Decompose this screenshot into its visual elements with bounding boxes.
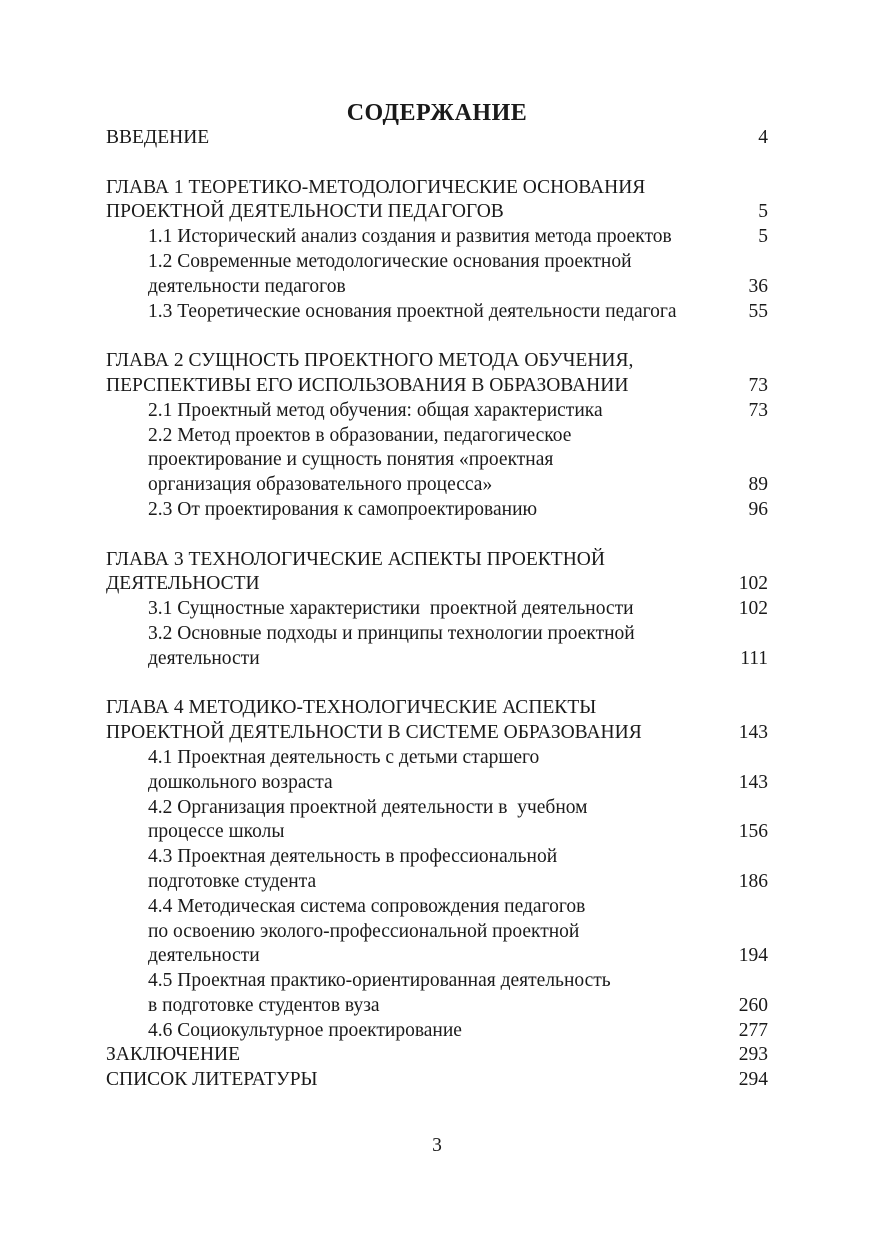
page-number: 3 [432,1135,442,1156]
toc-entry-4-3 [148,870,768,895]
toc-entry-4-4-line2: по освоению эколого-профессиональной проектной [148,920,580,942]
toc-entry-references [106,1068,768,1093]
toc-entry-conclusion [106,1043,768,1068]
toc-page-number: 260 [738,994,768,1016]
toc-entry-1-2 [148,275,768,300]
chapter-1-heading-line1: ГЛАВА 1 ТЕОРЕТИКО-МЕТОДОЛОГИЧЕСКИЕ ОСНОВАНИЯ [106,176,646,198]
toc-entry-4-1 [148,771,768,796]
toc-entry-text: деятельности [148,945,260,967]
toc-entry-text: процессе школы [148,821,285,843]
toc-entry-3-2-line1: 3.2 Основные подходы и принципы технологии проектной [148,622,635,644]
toc-page-number: 73 [748,374,768,396]
chapter-4-heading [106,721,768,746]
toc-entry-4-2-line1: 4.2 Организация проектной деятельности в учебном [148,796,588,818]
toc-entry-3-2 [148,647,768,672]
toc-entry-4-2 [148,820,768,845]
toc-entry-text: ВВЕДЕНИЕ [106,127,210,148]
toc-page-number: 156 [738,821,768,843]
toc-page-number: 102 [738,598,768,620]
toc-entry-4-1-line1: 4.1 Проектная деятельность с детьми старшего [148,746,540,768]
toc-entry-1-1 [148,225,768,250]
toc-entry-2-2-line1: 2.2 Метод проектов в образовании, педагогическое [148,424,572,446]
toc-page-number: 5 [758,201,768,223]
toc-page-number: 143 [738,722,768,744]
toc-entry-text: организация образовательного процесса» [148,474,493,496]
chapter-1-heading [106,200,768,225]
toc-entry-text: 4.6 Социокультурное проектирование [148,1019,462,1041]
toc-entry-text: 1.3 Теоретические основания проектной деятельности педагога [148,300,677,322]
toc-page-number: 102 [738,573,768,595]
toc-entry-4-5-line1: 4.5 Проектная практико-ориентированная деятельность [148,970,611,992]
toc-entry-text: 2.1 Проектный метод обучения: общая характеристика [148,399,603,421]
toc-page-number: 294 [738,1069,768,1091]
toc-entry-1-2-line1: 1.2 Современные методологические основания проектной [148,250,632,272]
chapter-3-heading-line1: ГЛАВА 3 ТЕХНОЛОГИЧЕСКИЕ АСПЕКТЫ ПРОЕКТНОЙ [106,548,605,570]
toc-entry-text: подготовке студента [148,870,317,892]
toc-entry-intro [106,126,768,151]
toc-page-number: 277 [738,1019,768,1041]
chapter-4-heading-line1: ГЛАВА 4 МЕТОДИКО-ТЕХНОЛОГИЧЕСКИЕ АСПЕКТЫ [106,697,597,719]
toc-page-number: 111 [740,647,768,669]
toc-entry-text: ПРОЕКТНОЙ ДЕЯТЕЛЬНОСТИ ПЕДАГОГОВ [106,201,504,223]
toc-entry-4-6 [148,1019,768,1044]
toc-page-number: 55 [748,300,768,322]
toc-entry-text: СПИСОК ЛИТЕРАТУРЫ [106,1069,318,1091]
toc-entry-text: 2.3 От проектирования к самопроектированию [148,498,538,520]
toc-entry-4-4 [148,944,768,969]
toc-entry-text: ЗАКЛЮЧЕНИЕ [106,1044,241,1066]
toc-page-number: 4 [758,127,768,148]
chapter-3-heading [106,572,768,597]
toc-entry-1-3 [148,300,768,325]
toc-page-number: 89 [748,474,768,496]
chapter-2-heading [106,374,768,399]
toc-page-number: 96 [748,498,768,520]
toc-page-number: 194 [738,945,768,967]
toc-entry-3-1 [148,597,768,622]
toc-entry-4-5 [148,994,768,1019]
toc-entry-text: деятельности педагогов [148,275,346,297]
toc-page-number: 36 [748,275,768,297]
toc-entry-text: ПРОЕКТНОЙ ДЕЯТЕЛЬНОСТИ В СИСТЕМЕ ОБРАЗОВАНИЯ [106,722,642,744]
toc-entry-4-4-line1: 4.4 Методическая система сопровождения педагогов [148,895,586,917]
toc-entry-text: деятельности [148,647,260,669]
toc-page-number: 143 [738,771,768,793]
toc-entry-text: в подготовке студентов вуза [148,994,380,1016]
toc-page-number: 293 [738,1044,768,1066]
toc-entry-text: 1.1 Исторический анализ создания и развития метода проектов [148,226,672,248]
toc-entry-2-2-line2: проектирование и сущность понятия «проектная [148,449,554,471]
page-title: СОДЕРЖАНИЕ [346,100,528,126]
toc-entry-text: дошкольного возраста [148,771,333,793]
toc-entry-2-1 [148,399,768,424]
toc-page-number: 186 [738,870,768,892]
toc-entry-text: ДЕЯТЕЛЬНОСТИ [106,573,260,595]
table-of-contents [106,126,768,1093]
toc-entry-2-2 [148,473,768,498]
toc-entry-text: 3.1 Сущностные характеристики проектной деятельности [148,598,634,620]
toc-page-number: 5 [758,226,768,248]
toc-entry-4-3-line1: 4.3 Проектная деятельность в профессиональной [148,846,558,868]
toc-entry-text: ПЕРСПЕКТИВЫ ЕГО ИСПОЛЬЗОВАНИЯ В ОБРАЗОВАНИИ [106,374,629,396]
toc-entry-2-3 [148,498,768,523]
toc-page-number: 73 [748,399,768,421]
chapter-2-heading-line1: ГЛАВА 2 СУЩНОСТЬ ПРОЕКТНОГО МЕТОДА ОБУЧЕНИЯ, [106,350,634,372]
